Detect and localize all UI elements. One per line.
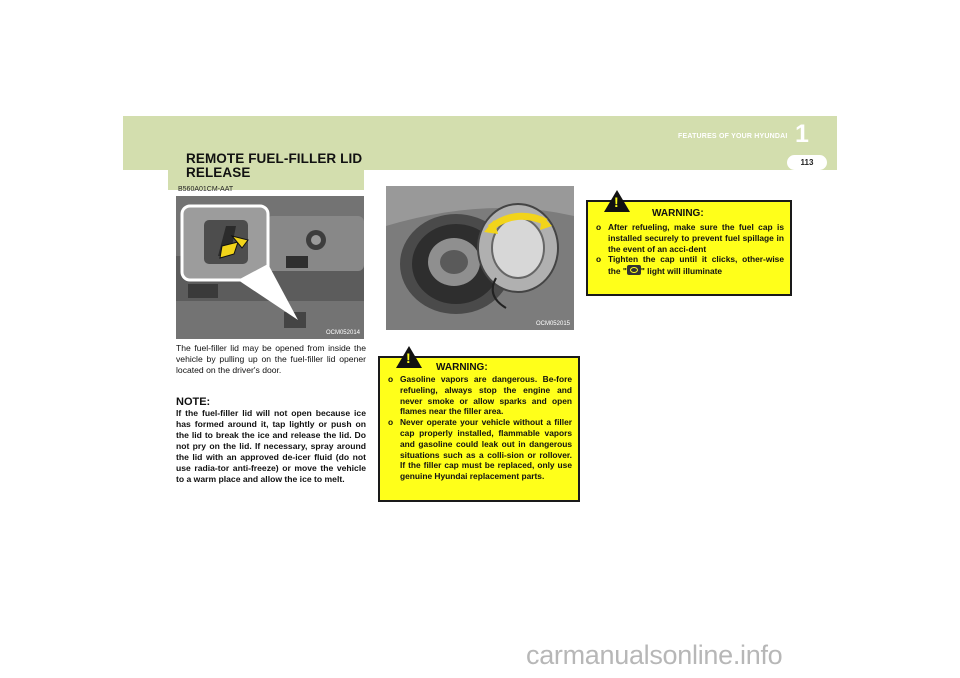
exclamation-triangle-icon: ! [396, 346, 422, 368]
check-fuel-cap-icon [627, 265, 641, 275]
note-text: If the fuel-filler lid will not open because ice has formed around it, tap lightly or push on the lid to break the ice and release the lid. Do not pry on the lid. If necessary, spray around the lid with an approved de-icer fluid (do not use radia-tor anti-freeze) or move the vehicle to a warm place and allow the ice to melt. [176, 408, 366, 484]
warning-item [596, 222, 784, 254]
exclamation-triangle-icon: ! [604, 190, 630, 212]
page-number: 113 [787, 155, 827, 170]
bullet: o [388, 374, 394, 384]
warning-item-text: Never operate your vehicle without a filler cap properly installed, flammable vapors and gasoline could leak out in dangerous situations such as a colli-sion or rollover. If the filler cap must be replaced, only use genuine Hyundai replacement parts. [400, 417, 572, 482]
warning-item-text: After refueling, make sure the fuel cap is installed securely to prevent fuel spillage in the event of an acci-dent [608, 222, 784, 254]
warning-item-text [608, 254, 784, 277]
fuel-cap-photo [386, 186, 574, 330]
warning-title: WARNING: [436, 362, 488, 373]
chapter-number: 1 [795, 120, 809, 148]
warning-list [596, 222, 784, 277]
section-code: B560A01CM-AAT [178, 186, 234, 193]
figure-code: OCM052014 [325, 330, 360, 336]
warning-text-before: Tighten the cap until it clicks, other-wise the " [608, 254, 784, 277]
warning-box-gasoline [378, 350, 580, 502]
note-title: NOTE: [176, 396, 211, 408]
figure-code: OCM052015 [535, 321, 570, 327]
bullet: o [596, 222, 602, 232]
warning-box-refueling [586, 194, 792, 296]
bullet: o [596, 254, 602, 265]
door-opener-photo [176, 196, 364, 339]
bullet: o [388, 417, 394, 428]
warning-list [388, 374, 572, 482]
fuel-cap-illustration [386, 186, 574, 330]
watermark: carmanualsonline.info [526, 640, 783, 670]
warning-item [388, 417, 572, 482]
page-title: REMOTE FUEL-FILLER LID RELEASE [186, 151, 363, 180]
warning-item [388, 374, 572, 417]
warning-text-after: " light will illuminate [640, 266, 723, 277]
body-paragraph: The fuel-filler lid may be opened from inside the vehicle by pulling up on the fuel-filler lid opener located on the driver's door. [176, 343, 366, 375]
door-opener-illustration [176, 196, 364, 339]
section-label: FEATURES OF YOUR HYUNDAI [678, 133, 788, 140]
warning-item-text: Gasoline vapors are dangerous. Be-fore refueling, always stop the engine and never smoke or allow sparks and open flames near the filler area. [400, 374, 572, 417]
warning-title: WARNING: [652, 208, 704, 219]
warning-item [596, 254, 784, 277]
